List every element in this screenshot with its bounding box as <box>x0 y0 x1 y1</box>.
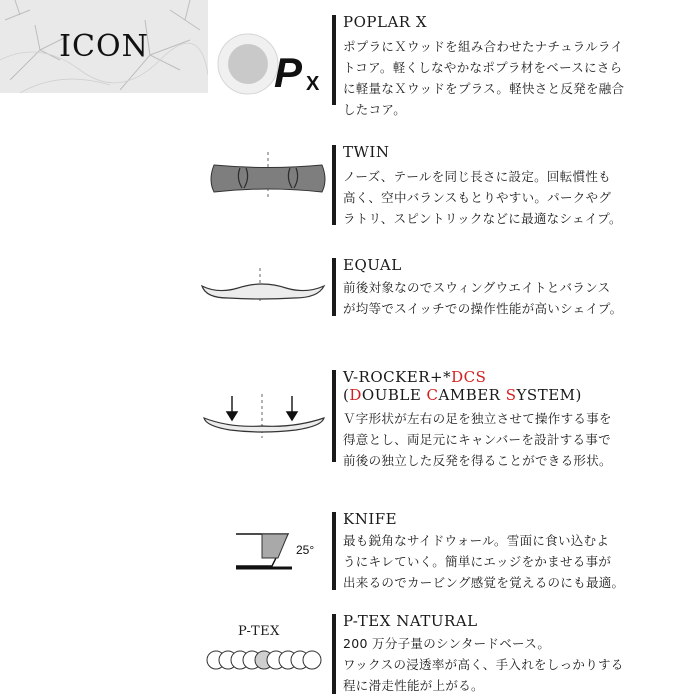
section-title-accent: DCS <box>451 368 487 386</box>
v-rocker-profile-icon <box>200 392 332 440</box>
desc-line: ラトリ、スピントリックなどに最適なシェイプ。 <box>343 211 622 226</box>
knife-angle-label: 25° <box>296 543 315 557</box>
page-title: ICON <box>59 29 149 64</box>
desc-line: 高く、空中バランスもとりやすい。パークやグ <box>343 190 612 205</box>
desc-line: ポプラにＸウッドを組み合わせたナチュラルライ <box>343 39 624 54</box>
desc-line: が均等でスイッチでの操作性能が高いシェイプ。 <box>343 301 623 316</box>
desc-line: トコア。軽くしなやかなポプラ材をベースにさら <box>343 60 623 75</box>
section-bar <box>332 512 336 590</box>
poplar-x-icon-letter: P <box>274 49 303 96</box>
section-title <box>343 368 486 387</box>
twin-board-icon <box>204 150 332 200</box>
desc-line: ノーズ、テールを同じ長さに設定。回転慣性も <box>343 169 611 184</box>
desc-line: 前後の独立した反発を得ることができる形状。 <box>343 453 612 468</box>
section-bar <box>332 258 336 316</box>
desc-line: ワックスの浸透率が高く、手入れをしっかりする <box>343 657 624 672</box>
poplar-x-icon <box>214 30 332 102</box>
desc-line: 程に滑走性能が上がる。 <box>343 678 484 693</box>
header-tile <box>0 0 208 93</box>
p-tex-label: P-TEX <box>238 624 280 639</box>
section-title-main: V-ROCKER+* <box>343 368 452 386</box>
desc-line: 前後対象なのでスウィングウエイトとバランス <box>343 280 611 295</box>
section-title: P-TEX NATURAL <box>343 612 478 630</box>
section-title: KNIFE <box>343 510 398 528</box>
desc-line: Ｖ字形状が左右の足を独立させて操作する事を <box>343 411 612 426</box>
poplar-x-icon-sub: X <box>306 73 320 95</box>
knife-sidewall-icon <box>232 528 332 580</box>
section-title: EQUAL <box>343 256 402 274</box>
section-title: POPLAR X <box>343 13 428 31</box>
section-bar <box>332 370 336 462</box>
desc-line: に軽量なＸウッドをプラス。軽快さと反発を融合 <box>343 81 625 96</box>
desc-line: うにキレていく。簡単にエッジをかませる事が <box>343 554 612 569</box>
section-subtitle: (DOUBLE CAMBER SYSTEM) <box>343 386 582 404</box>
section-bar <box>332 145 336 225</box>
p-tex-molecule-icon <box>204 646 332 674</box>
section-title: TWIN <box>343 143 390 161</box>
desc-line: したコア。 <box>343 102 407 117</box>
section-bar <box>332 15 336 105</box>
desc-line: 200 万分子量のシンタードベース。 <box>343 636 551 651</box>
desc-line: 出来るのでカービング感覚を覚えるのにも最適。 <box>343 575 625 590</box>
equal-profile-icon <box>198 266 332 306</box>
desc-line: 得意とし、両足元にキャンバーを設計する事で <box>343 432 611 447</box>
desc-line: 最も鋭角なサイドウォール。雪面に食い込むよ <box>343 533 610 548</box>
section-bar <box>332 614 336 694</box>
